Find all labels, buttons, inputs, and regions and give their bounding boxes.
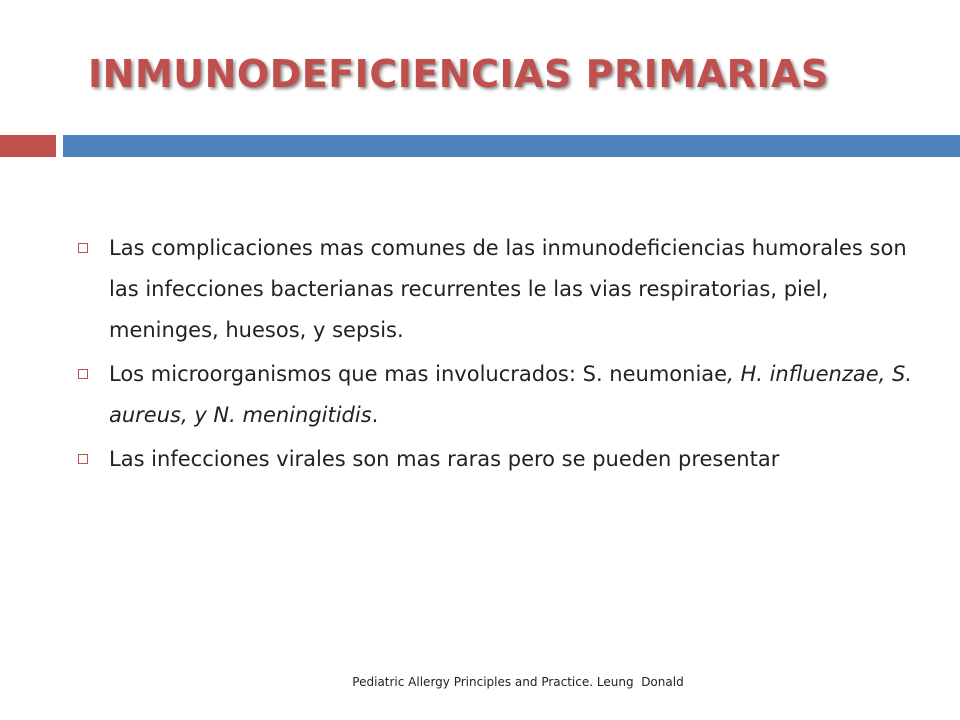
- bullet-item: [78, 354, 938, 436]
- bullet-item: [78, 439, 938, 480]
- bullet-text: Las infecciones virales son mas raras pero se pueden presentar: [109, 447, 780, 471]
- bullet-text: Los microorganismos que mas involucrados: S. neumoniae: [109, 362, 728, 386]
- footer-citation: Pediatric Allergy Principles and Practice. Leung Donald: [352, 675, 684, 689]
- slide-title: INMUNODEFICIENCIAS PRIMARIAS: [88, 52, 829, 96]
- hollow-square-icon: [78, 243, 88, 253]
- bullet-text-italic: , H. influenzae, S. aureus, y N. meningitidis: [109, 362, 913, 427]
- bullet-list: [78, 228, 938, 483]
- hollow-square-icon: [78, 454, 88, 464]
- title-underline-red-bar: [0, 135, 56, 157]
- hollow-square-icon: [78, 369, 88, 379]
- bullet-text-end: .: [371, 403, 379, 427]
- bullet-item: [78, 228, 938, 351]
- bullet-text: Las complicaciones mas comunes de las inmunodeficiencias humorales son las infecciones bacterianas recurrentes le las vias respiratorias, piel, meninges, huesos, y sepsis.: [109, 236, 907, 342]
- title-underline-blue-bar: [63, 135, 960, 157]
